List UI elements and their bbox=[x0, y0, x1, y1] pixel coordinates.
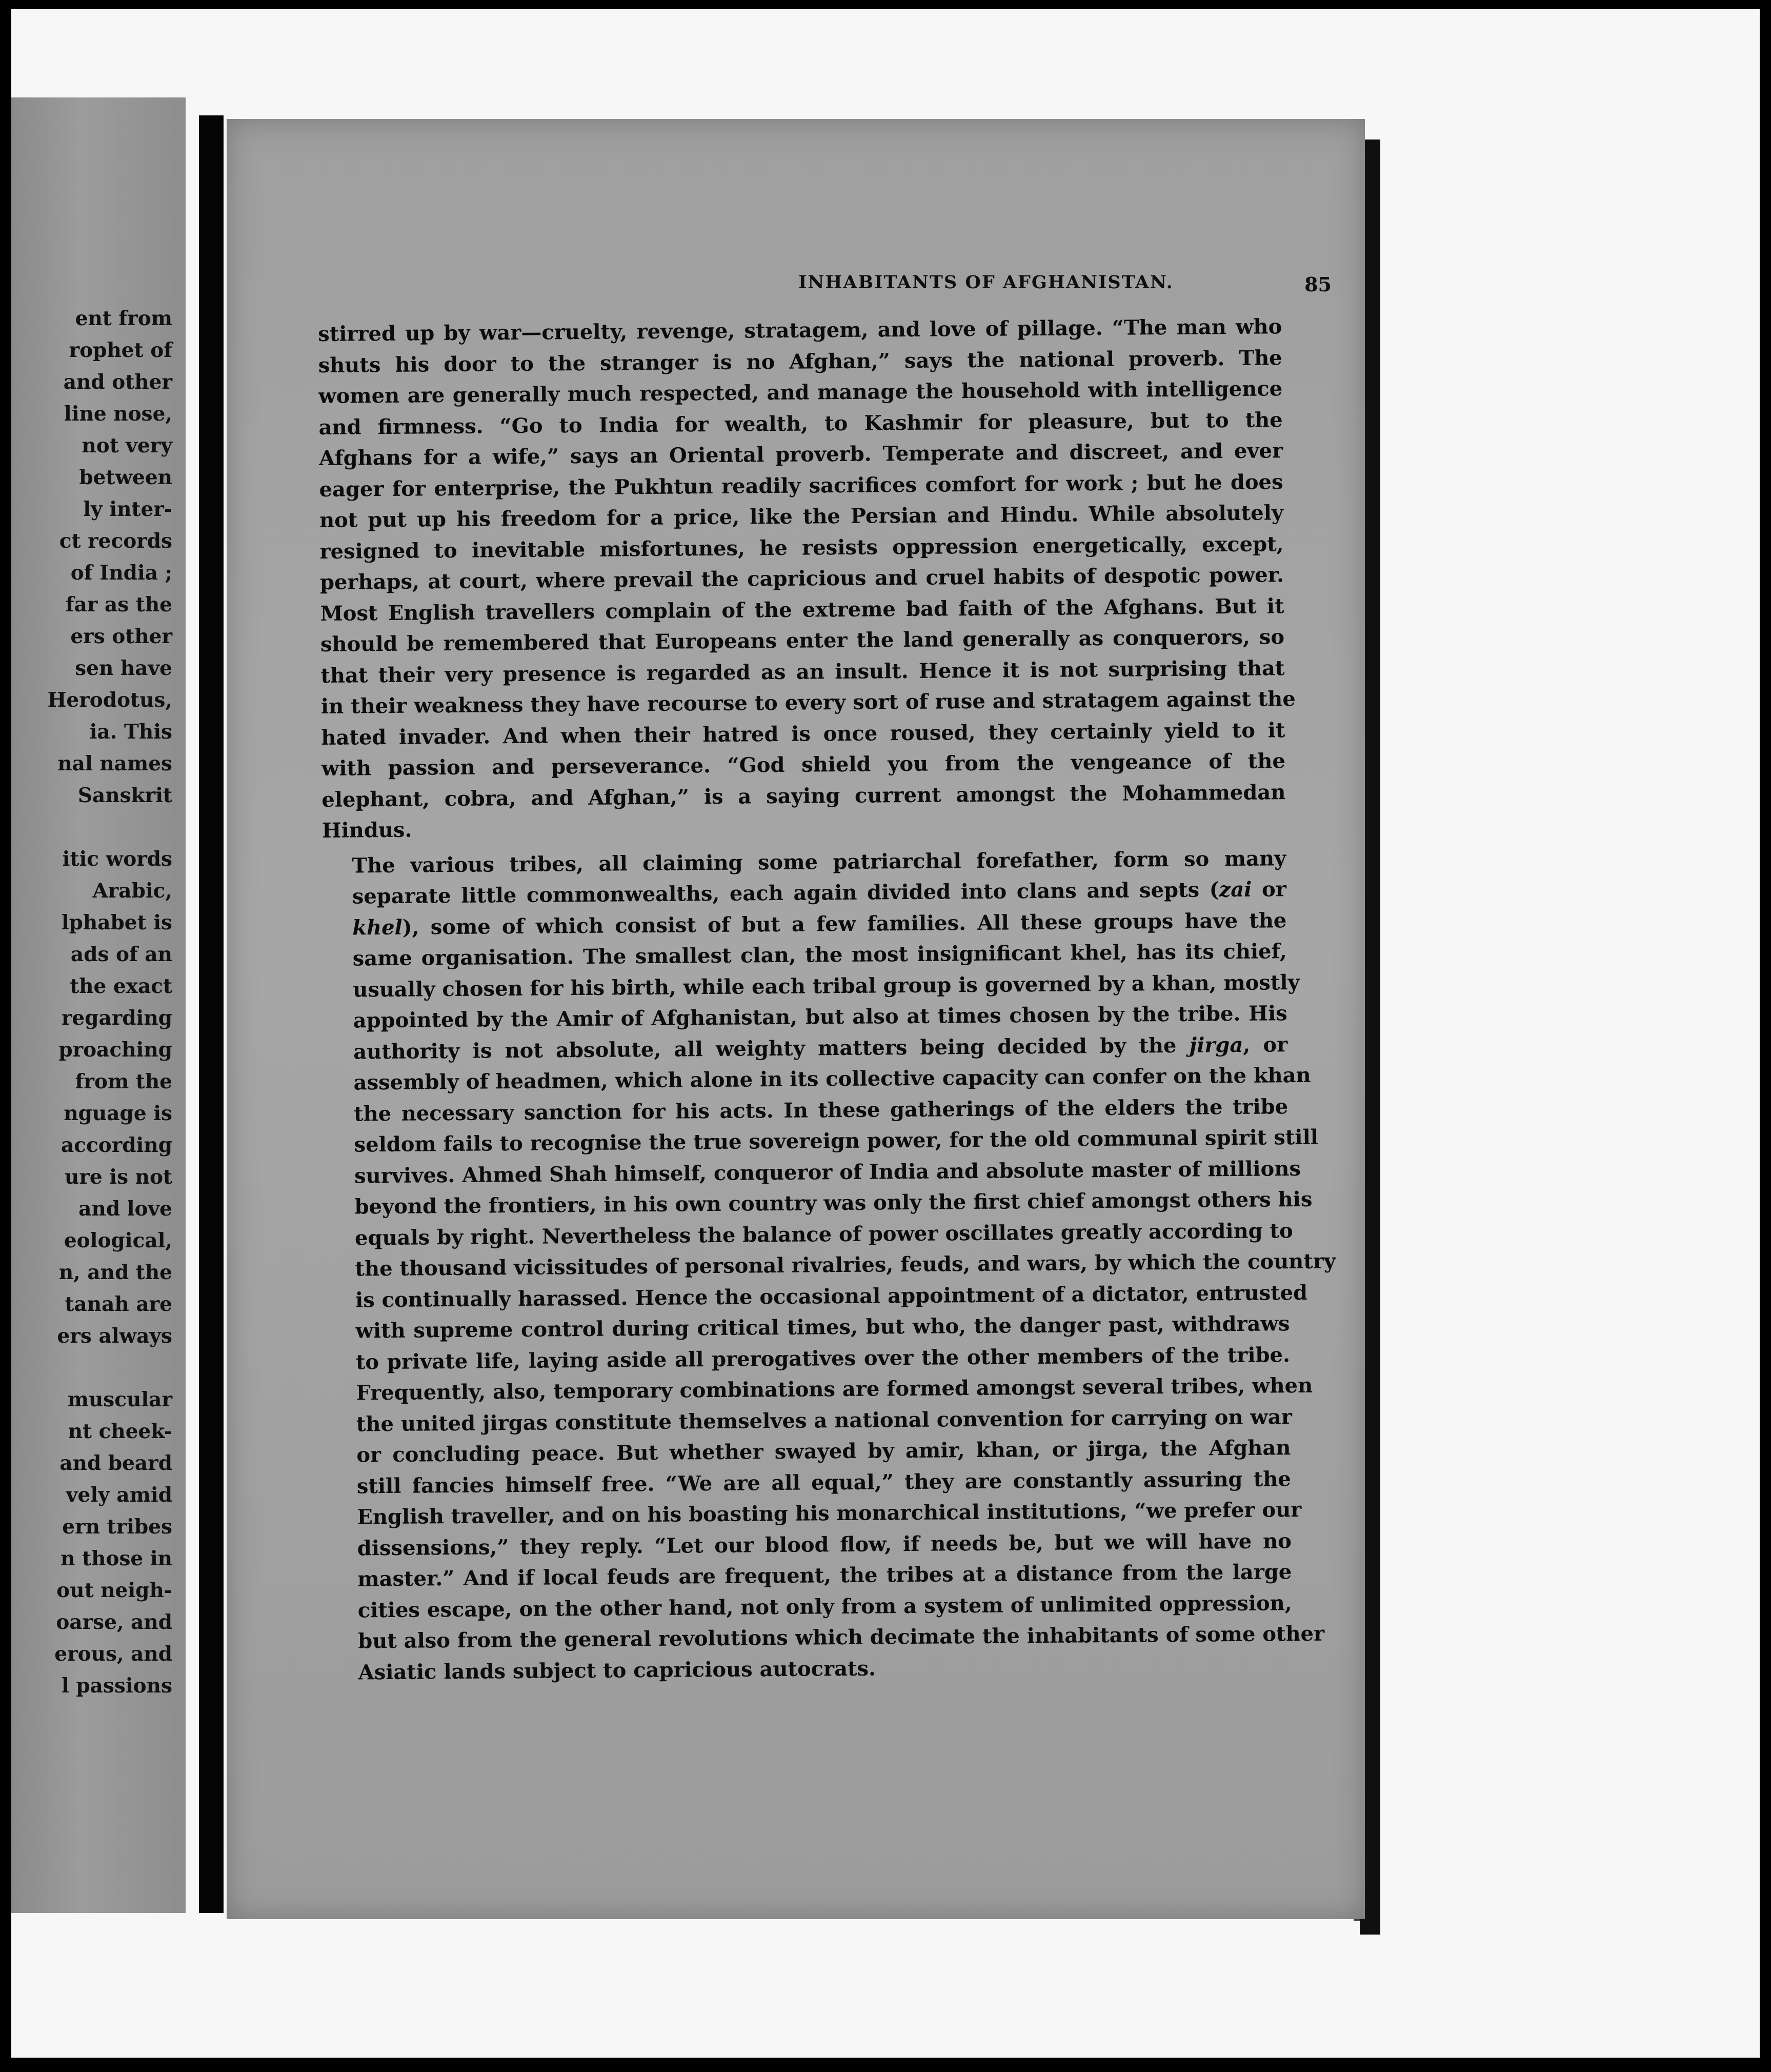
left-page-line: ern tribes bbox=[62, 1515, 172, 1539]
left-page-line: nt cheek- bbox=[68, 1420, 172, 1443]
text-line: still fancies himself free. “We are all equal,” they are constantly assuring the bbox=[356, 1466, 1292, 1498]
text-line: with passion and perseverance. “God shield you from the vengeance of the bbox=[321, 749, 1286, 781]
italic-term: zai bbox=[1219, 877, 1252, 902]
left-page-line: and love bbox=[78, 1197, 172, 1221]
text-line: Most English travellers complain of the extreme bad faith of the Afghans. But it bbox=[320, 593, 1284, 626]
text-line: cities escape, on the other hand, not only from a system of unlimited oppression, bbox=[357, 1590, 1292, 1622]
text-line: Frequently, also, temporary combinations are formed amongst several tribes, when bbox=[356, 1373, 1313, 1405]
paragraph-2 bbox=[322, 843, 1336, 1688]
left-page-line: n those in bbox=[61, 1547, 172, 1570]
text-line: to private life, laying aside all prerogatives over the other members of the tribe. bbox=[355, 1342, 1291, 1374]
text-line: seldom fails to recognise the true sovereign power, for the old communal spirit still bbox=[354, 1125, 1319, 1157]
text-line: should be remembered that Europeans enter the land generally as conquerors, so bbox=[320, 625, 1285, 656]
text-line: elephant, cobra, and Afghan,” is a saying current amongst the Mohammedan bbox=[321, 780, 1286, 812]
text-line: Hindus. bbox=[321, 818, 412, 843]
body-text bbox=[318, 311, 1336, 1688]
text-line: survives. Ahmed Shah himself, conqueror of India and absolute master of millions bbox=[354, 1156, 1301, 1188]
text-line: women are generally much respected, and manage the household with intelligence bbox=[318, 376, 1283, 408]
text-line: Asiatic lands subject to capricious autocrats. bbox=[358, 1656, 876, 1684]
left-page-line: Arabic, bbox=[92, 879, 172, 903]
text-line: master.” And if local feuds are frequent, the tribes at a distance from the large bbox=[357, 1560, 1292, 1591]
left-page-line: ads of an bbox=[70, 943, 172, 966]
left-page-line: erous, and bbox=[54, 1642, 172, 1666]
text-line: hated invader. And when their hatred is once roused, they certainly yield to it bbox=[321, 718, 1285, 750]
left-page-line: ers always bbox=[57, 1324, 172, 1348]
left-page-line: between bbox=[79, 466, 172, 489]
left-page-line: nguage is bbox=[64, 1102, 172, 1125]
text-run: or bbox=[1252, 877, 1286, 902]
left-page-line: nal names bbox=[57, 752, 172, 775]
left-page-line: of India ; bbox=[70, 561, 172, 585]
text-line: The various tribes, all claiming some patriarchal forefather, form so many bbox=[352, 846, 1286, 878]
text-line: and firmness. “Go to India for wealth, to Kashmir for pleasure, but to the bbox=[318, 407, 1283, 440]
left-page-line: Sanskrit bbox=[77, 784, 172, 807]
text-line: appointed by the Amir of Afghanistan, but also at times chosen by the tribe. His bbox=[353, 1001, 1287, 1033]
book-page bbox=[227, 119, 1365, 1919]
text-line: not put up his freedom for a price, like the Persian and Hindu. While absolutely bbox=[319, 501, 1284, 532]
left-page-line: Herodotus, bbox=[47, 688, 172, 712]
text-run: , or bbox=[1243, 1032, 1288, 1057]
film-border-top bbox=[0, 0, 1771, 9]
film-border-right bbox=[1760, 0, 1771, 2072]
left-page-line: from the bbox=[75, 1070, 172, 1093]
left-page-line: and other bbox=[63, 370, 172, 394]
left-page-line: vely amid bbox=[66, 1483, 172, 1507]
left-page-line: sen have bbox=[75, 656, 172, 680]
text-line: is continually harassed. Hence the occasional appointment of a dictator, entrusted bbox=[355, 1280, 1308, 1312]
text-line: the united jirgas constitute themselves a national convention for carrying on war bbox=[356, 1404, 1293, 1436]
left-page-line: ct records bbox=[59, 529, 172, 553]
text-line: eager for enterprise, the Pukhtun readily sacrifices comfort for work ; but he does bbox=[319, 469, 1283, 502]
text-line: but also from the general revolutions which decimate the inhabitants of some other bbox=[358, 1621, 1325, 1653]
text-line: assembly of headmen, which alone in its collective capacity can confer on the khan bbox=[353, 1063, 1311, 1095]
film-border-left bbox=[0, 0, 11, 2072]
left-page-line: not very bbox=[82, 434, 172, 457]
left-page-line: tanah are bbox=[65, 1292, 172, 1316]
text-line: Afghans for a wife,” says an Oriental proverb. Temperate and discreet, and ever bbox=[318, 439, 1283, 470]
text-line: shuts his door to the stranger is no Afghan,” says the national proverb. The bbox=[318, 345, 1282, 377]
text-line: beyond the frontiers, in his own country was only the first chief amongst others his bbox=[354, 1187, 1313, 1219]
left-page-line: eological, bbox=[64, 1229, 172, 1252]
text-line: resigned to inevitable misfortunes, he resists oppression energetically, except, bbox=[319, 531, 1284, 564]
left-page-line: ent from bbox=[75, 307, 172, 330]
text-line: in their weakness they have recourse to every sort of ruse and stratagem against the bbox=[320, 687, 1296, 719]
film-border-bottom bbox=[0, 2058, 1771, 2072]
page-number: 85 bbox=[1304, 273, 1332, 296]
text-line: the thousand vicissitudes of personal rivalries, feuds, and wars, by which the country bbox=[355, 1249, 1336, 1281]
book-spine bbox=[199, 115, 224, 1913]
text-line: English traveller, and on his boasting his monarchical institutions, “we prefer our bbox=[357, 1498, 1302, 1529]
text-line: with supreme control during critical times, but who, the danger past, withdraws bbox=[355, 1311, 1290, 1343]
left-page-line bbox=[48, 1352, 172, 1384]
paragraph-1 bbox=[318, 311, 1296, 846]
left-page-line: proaching bbox=[58, 1038, 172, 1062]
left-page-line: rophet of bbox=[69, 338, 172, 362]
text-line: usually chosen for his birth, while each tribal group is governed by a khan, mostly bbox=[353, 970, 1300, 1002]
left-page-line: ers other bbox=[70, 625, 172, 648]
left-page-line: ly inter- bbox=[83, 497, 172, 521]
left-page-line: n, and the bbox=[58, 1261, 172, 1284]
left-page-line: itic words bbox=[62, 847, 172, 871]
left-page-line: oarse, and bbox=[56, 1610, 172, 1634]
left-page-line: according bbox=[61, 1133, 172, 1157]
left-page-line: and beard bbox=[59, 1451, 172, 1475]
running-title: INHABITANTS OF AFGHANISTAN. bbox=[798, 272, 1174, 293]
left-page-line: line nose, bbox=[64, 402, 172, 426]
text-line: equals by right. Nevertheless the balance of power oscillates greatly according to bbox=[354, 1218, 1293, 1250]
text-line: dissensions,” they reply. “Let our blood flow, if needs be, but we will have no bbox=[357, 1528, 1292, 1560]
left-page-line: ure is not bbox=[64, 1165, 172, 1189]
left-page-line: ia. This bbox=[89, 720, 172, 744]
left-page-line: muscular bbox=[67, 1388, 172, 1411]
left-page-line: the exact bbox=[70, 974, 172, 998]
left-page-line: lphabet is bbox=[61, 911, 172, 934]
left-page-text bbox=[48, 303, 172, 1702]
left-page-line: regarding bbox=[61, 1006, 172, 1030]
text-line: perhaps, at court, where prevail the capricious and cruel habits of despotic power. bbox=[319, 563, 1284, 594]
italic-term: khel bbox=[352, 915, 402, 940]
left-page-line: out neigh- bbox=[56, 1579, 172, 1602]
left-page-line: far as the bbox=[65, 593, 172, 616]
text-line: the necessary sanction for his acts. In these gatherings of the elders the tribe bbox=[353, 1094, 1289, 1126]
left-page-line: l passions bbox=[62, 1674, 172, 1698]
left-page-line bbox=[48, 811, 172, 843]
left-page-fragment bbox=[11, 97, 186, 1913]
text-run: separate little commonwealths, each again divided into clans and septs ( bbox=[352, 878, 1219, 909]
text-run: authority is not absolute, all weighty matters being decided by the bbox=[353, 1033, 1190, 1064]
text-run: ), some of which consist of but a few families. All these groups have the bbox=[402, 908, 1287, 940]
text-line: stirred up by war—cruelty, revenge, stratagem, and love of pillage. “The man who bbox=[318, 314, 1282, 346]
text-line: or concluding peace. But whether swayed by amir, khan, or jirga, the Afghan bbox=[356, 1436, 1291, 1467]
text-line: that their very presence is regarded as an insult. Hence it is not surprising that bbox=[320, 655, 1285, 688]
text-line: same organisation. The smallest clan, the most insignificant khel, has its chief, bbox=[352, 939, 1287, 971]
italic-term: jirga bbox=[1189, 1032, 1243, 1058]
